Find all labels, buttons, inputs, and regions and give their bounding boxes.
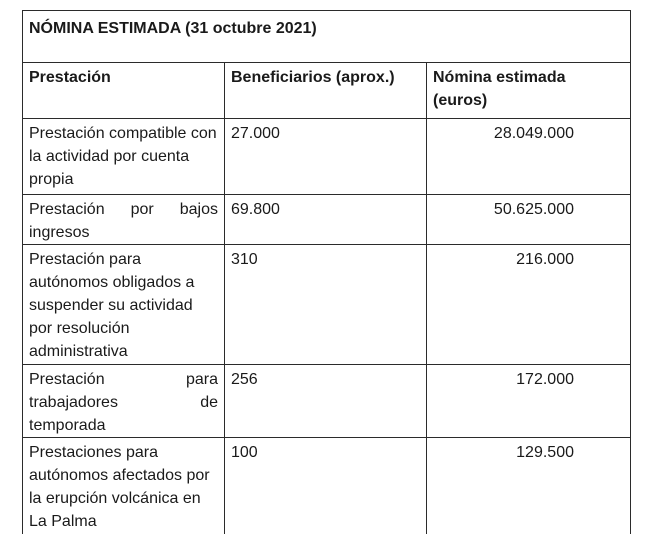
table-title: NÓMINA ESTIMADA (31 octubre 2021) bbox=[23, 11, 631, 63]
header-prestacion: Prestación bbox=[23, 63, 225, 119]
header-nomina: Nómina estimada (euros) bbox=[427, 63, 631, 119]
table-row bbox=[23, 119, 631, 195]
cell-beneficiarios: 310 bbox=[225, 245, 427, 365]
cell-prestacion: Prestación para autónomos obligados a suspender su actividad por resolución administrativa bbox=[23, 245, 225, 365]
cell-beneficiarios: 256 bbox=[225, 365, 427, 438]
table-row bbox=[23, 438, 631, 534]
document-page bbox=[22, 10, 630, 534]
cell-prestacion: Prestaciones para autónomos afectados por la erupción volcánica en La Palma bbox=[23, 438, 225, 534]
cell-nomina: 129.500 bbox=[427, 438, 631, 534]
cell-beneficiarios: 27.000 bbox=[225, 119, 427, 195]
header-row bbox=[23, 63, 631, 119]
nomina-table bbox=[22, 10, 631, 534]
cell-nomina: 50.625.000 bbox=[427, 195, 631, 245]
cell-nomina: 28.049.000 bbox=[427, 119, 631, 195]
cell-prestacion: Prestación para trabajadores de temporada bbox=[23, 365, 225, 438]
table-row bbox=[23, 195, 631, 245]
cell-prestacion: Prestación por bajos ingresos bbox=[23, 195, 225, 245]
cell-beneficiarios: 100 bbox=[225, 438, 427, 534]
cell-nomina: 172.000 bbox=[427, 365, 631, 438]
table-row bbox=[23, 245, 631, 365]
table-row bbox=[23, 365, 631, 438]
header-beneficiarios: Beneficiarios (aprox.) bbox=[225, 63, 427, 119]
cell-prestacion: Prestación compatible con la actividad por cuenta propia bbox=[23, 119, 225, 195]
cell-beneficiarios: 69.800 bbox=[225, 195, 427, 245]
title-row bbox=[23, 11, 631, 63]
cell-nomina: 216.000 bbox=[427, 245, 631, 365]
